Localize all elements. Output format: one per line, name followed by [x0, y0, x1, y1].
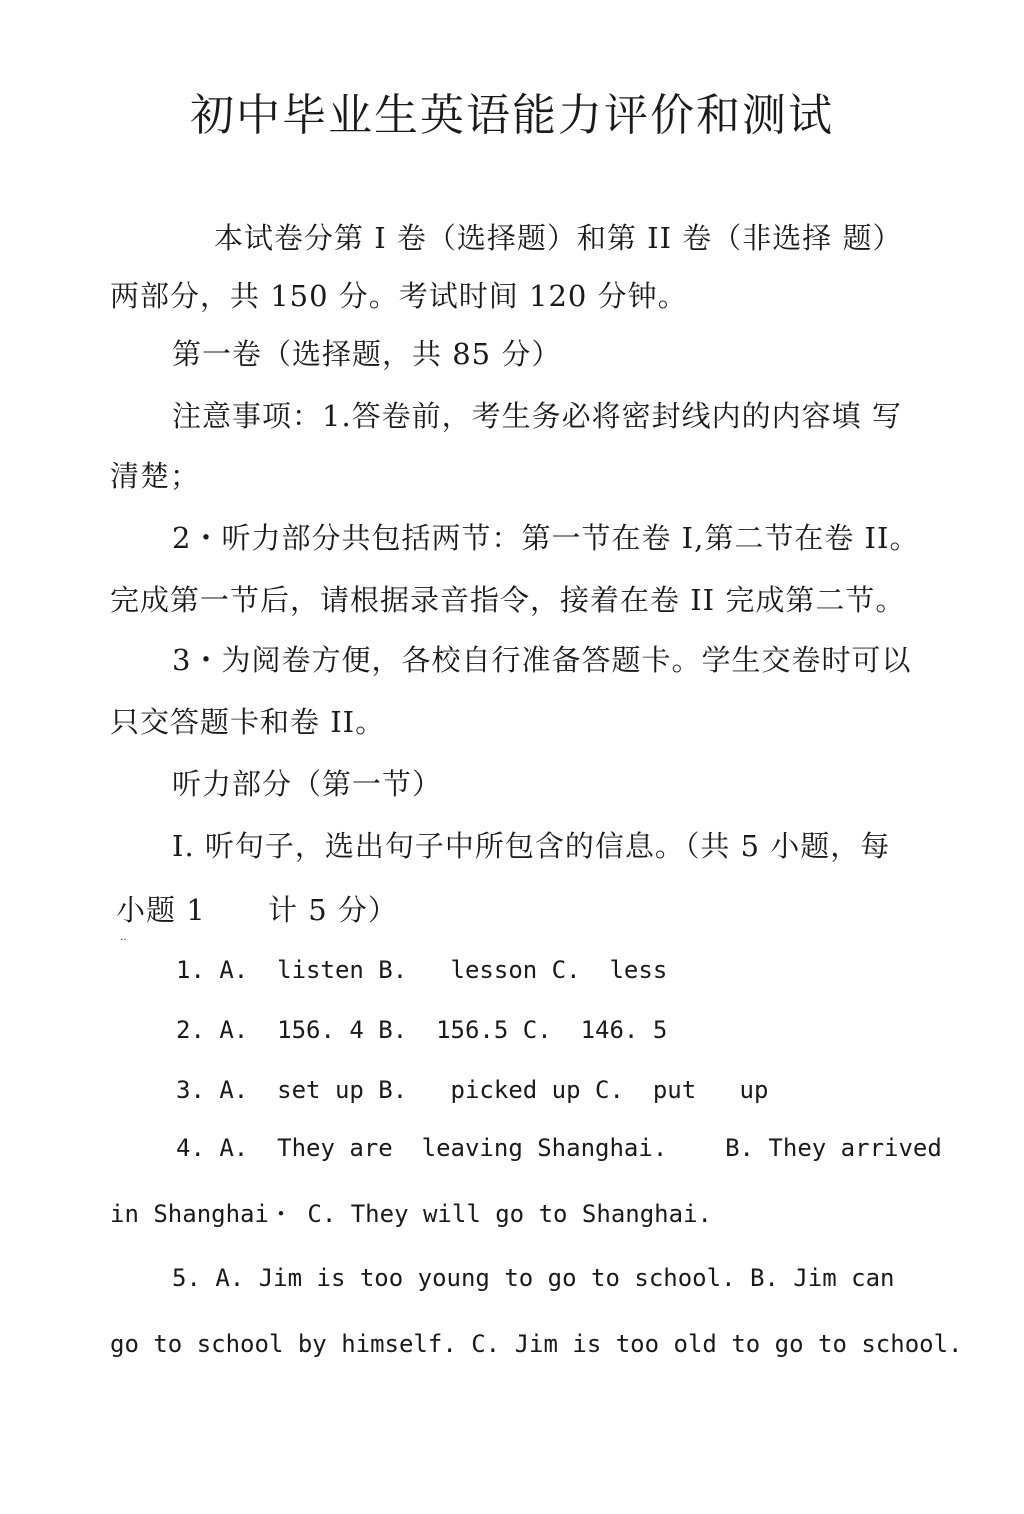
question-2: 2. A. 156. 4 B. 156.5 C. 146. 5 — [176, 1016, 668, 1044]
section-heading: 第一卷（选择题，共 85 分） — [172, 337, 562, 371]
question-4-line-1: 4. A. They are leaving Shanghai. B. They arrived — [176, 1134, 942, 1162]
note-1-line-1: 注意事项：1.答卷前，考生务必将密封线内的内容填 写 — [172, 399, 902, 433]
note-3-line-1: 3・为阅卷方便，各校自行准备答题卡。学生交卷时可以 — [172, 643, 912, 677]
question-3: 3. A. set up B. picked up C. put up — [176, 1076, 769, 1104]
page-title: 初中毕业生英语能力评价和测试 — [190, 90, 834, 141]
note-1-line-2: 清楚； — [110, 459, 201, 493]
stray-mark: ‥ — [120, 932, 127, 943]
note-3-line-2: 只交答题卡和卷 II。 — [110, 705, 386, 739]
part1-instruction-line-2a: 小题 1 — [116, 893, 206, 927]
part1-instruction-line-2b: 计 5 分） — [268, 893, 398, 927]
intro-line-1: 本试卷分第 I 卷（选择题）和第 II 卷（非选择 题） — [214, 221, 903, 255]
listening-heading: 听力部分（第一节） — [172, 767, 443, 801]
question-4-line-2: in Shanghai・ C. They will go to Shanghai. — [110, 1200, 712, 1228]
part1-instruction-line-1: I. 听句子，选出句子中所包含的信息。（共 5 小题，每 — [172, 829, 891, 863]
intro-line-2: 两部分，共 150 分。考试时间 120 分钟。 — [110, 279, 688, 313]
question-5-line-2: go to school by himself. C. Jim is too old to go to school. — [110, 1330, 963, 1358]
note-2-line-1: 2・听力部分共包括两节：第一节在卷 I,第二节在卷 II。 — [172, 521, 920, 555]
note-2-line-2: 完成第一节后，请根据录音指令，接着在卷 II 完成第二节。 — [110, 583, 906, 617]
question-1: 1. A. listen B. lesson C. less — [176, 956, 668, 984]
question-5-line-1: 5. A. Jim is too young to go to school. B. Jim can — [172, 1264, 895, 1292]
